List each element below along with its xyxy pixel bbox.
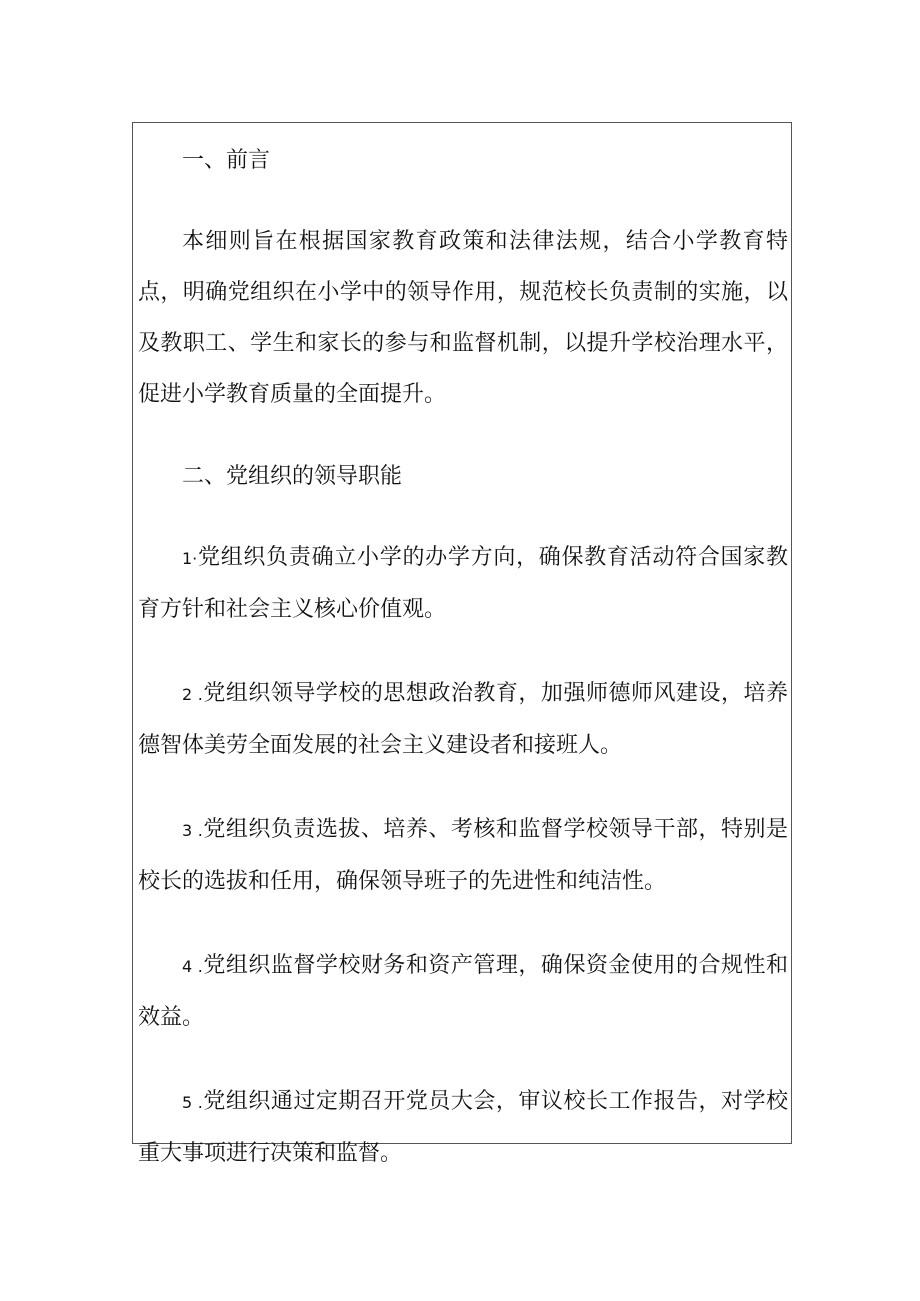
document-frame [132, 122, 792, 1166]
list-item [138, 940, 788, 1043]
list-item-text: 党组织通过定期召开党员大会，审议校长工作报告，对学校重大事项进行决策和监督。 [138, 1089, 788, 1166]
list-item-number: 5 . [182, 1093, 203, 1112]
list-item [138, 532, 788, 635]
document-content [138, 141, 788, 1179]
list-item-text: 党组织监督学校财务和资产管理，确保资金使用的合规性和效益。 [138, 953, 788, 1030]
preface-paragraph: 本细则旨在根据国家教育政策和法律法规，结合小学教育特点，明确党组织在小学中的领导作用，规范校长负责制的实施，以及教职工、学生和家长的参与和监督机制，以提升学校治理水平，促进小学教育质量的全面提升。 [138, 229, 788, 407]
list-item-number: 3 . [182, 821, 203, 840]
list-item-number: 4 . [182, 957, 203, 976]
list-item [138, 668, 788, 771]
list-item-text: 党组织领导学校的思想政治教育，加强师德师风建设，培养德智体美劳全面发展的社会主义建设者和接班人。 [138, 681, 788, 758]
list-item [138, 804, 788, 907]
list-item-text: 党组织负责确立小学的办学方向，确保教育活动符合国家教育方针和社会主义核心价值观。 [138, 545, 788, 622]
section-heading-preface: 一、前言 [182, 148, 271, 173]
section-heading-party-leadership: 二、党组织的领导职能 [182, 464, 403, 489]
list-item [138, 1076, 788, 1179]
list-item-number: 1· [182, 549, 198, 568]
list-item-text: 党组织负责选拔、培养、考核和监督学校领导干部，特别是校长的选拔和任用，确保领导班子的先进性和纯洁性。 [138, 817, 788, 894]
list-item-number: 2 . [182, 685, 203, 704]
